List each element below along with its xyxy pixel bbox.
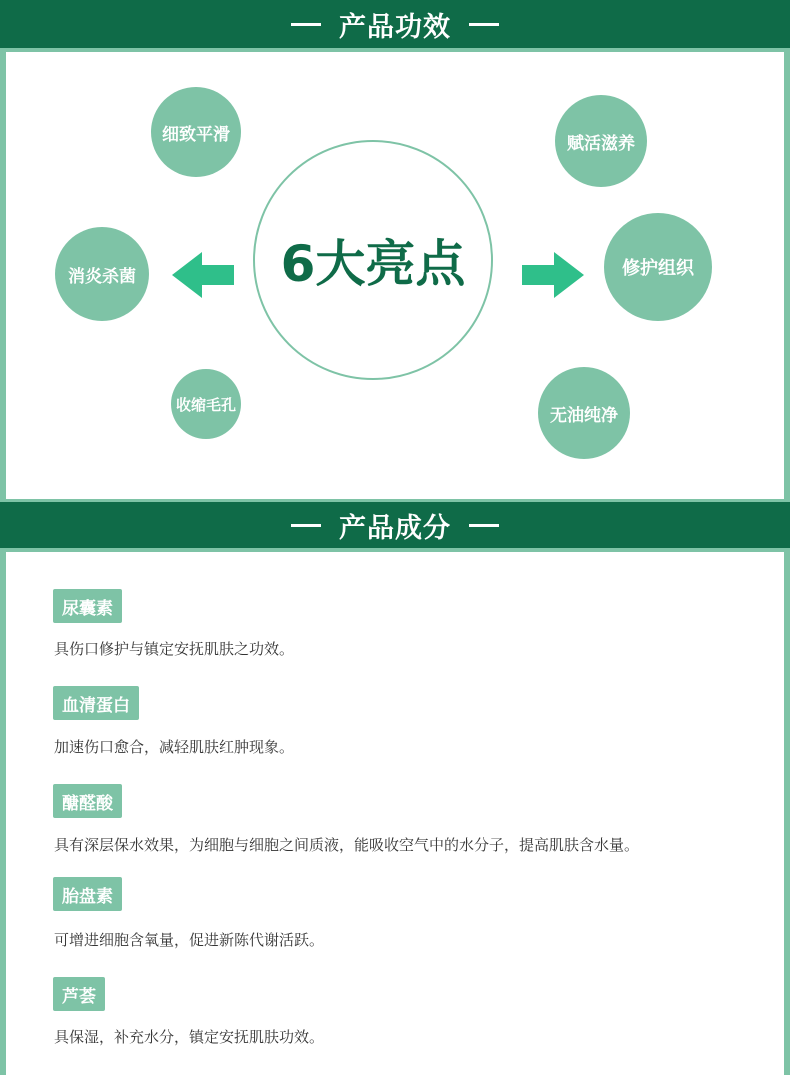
ingredient-desc-aloe: 具保湿，补充水分，镇定安抚肌肤功效。 bbox=[54, 1028, 325, 1046]
ingredient-desc-placenta: 可增进细胞含氧量，促进新陈代谢活跃。 bbox=[54, 931, 325, 949]
dash-right bbox=[469, 524, 499, 527]
ingredient-label-aloe: 芦荟 bbox=[53, 977, 105, 1011]
bubble-nourish: 赋活滋养 bbox=[555, 95, 647, 187]
bubble-antibacterial: 消炎杀菌 bbox=[55, 227, 149, 321]
bubble-smooth: 细致平滑 bbox=[151, 87, 241, 177]
section-title: 产品成分 bbox=[339, 512, 451, 544]
arrow-right-icon bbox=[520, 252, 584, 298]
ingredient-desc-allantoin: 具伤口修护与镇定安抚肌肤之功效。 bbox=[54, 640, 295, 658]
ingredient-desc-uronic-acid: 具有深层保水效果，为细胞与细胞之间质液，能吸收空气中的水分子，提高肌肤含水量。 bbox=[54, 836, 640, 854]
section-header-efficacy bbox=[0, 0, 790, 48]
ingredients-panel bbox=[6, 552, 784, 1075]
dash-left bbox=[291, 524, 321, 527]
section-header-ingredients bbox=[0, 502, 790, 548]
ingredient-label-serum-protein: 血清蛋白 bbox=[53, 686, 139, 720]
dash-left bbox=[291, 23, 321, 26]
ingredient-label-placenta: 胎盘素 bbox=[53, 877, 122, 911]
bubble-pores: 收缩毛孔 bbox=[171, 369, 241, 439]
center-title: 6大亮点 bbox=[280, 235, 466, 293]
dash-right bbox=[469, 23, 499, 26]
center-circle bbox=[253, 140, 493, 380]
ingredient-label-uronic-acid: 醣醛酸 bbox=[53, 784, 122, 818]
bubble-oil-free: 无油纯净 bbox=[538, 367, 630, 459]
section-title: 产品功效 bbox=[339, 11, 451, 43]
bubble-repair: 修护组织 bbox=[604, 213, 712, 321]
ingredient-label-allantoin: 尿囊素 bbox=[53, 589, 122, 623]
arrow-left-icon bbox=[172, 252, 236, 298]
ingredient-desc-serum-protein: 加速伤口愈合，减轻肌肤红肿现象。 bbox=[54, 738, 295, 756]
